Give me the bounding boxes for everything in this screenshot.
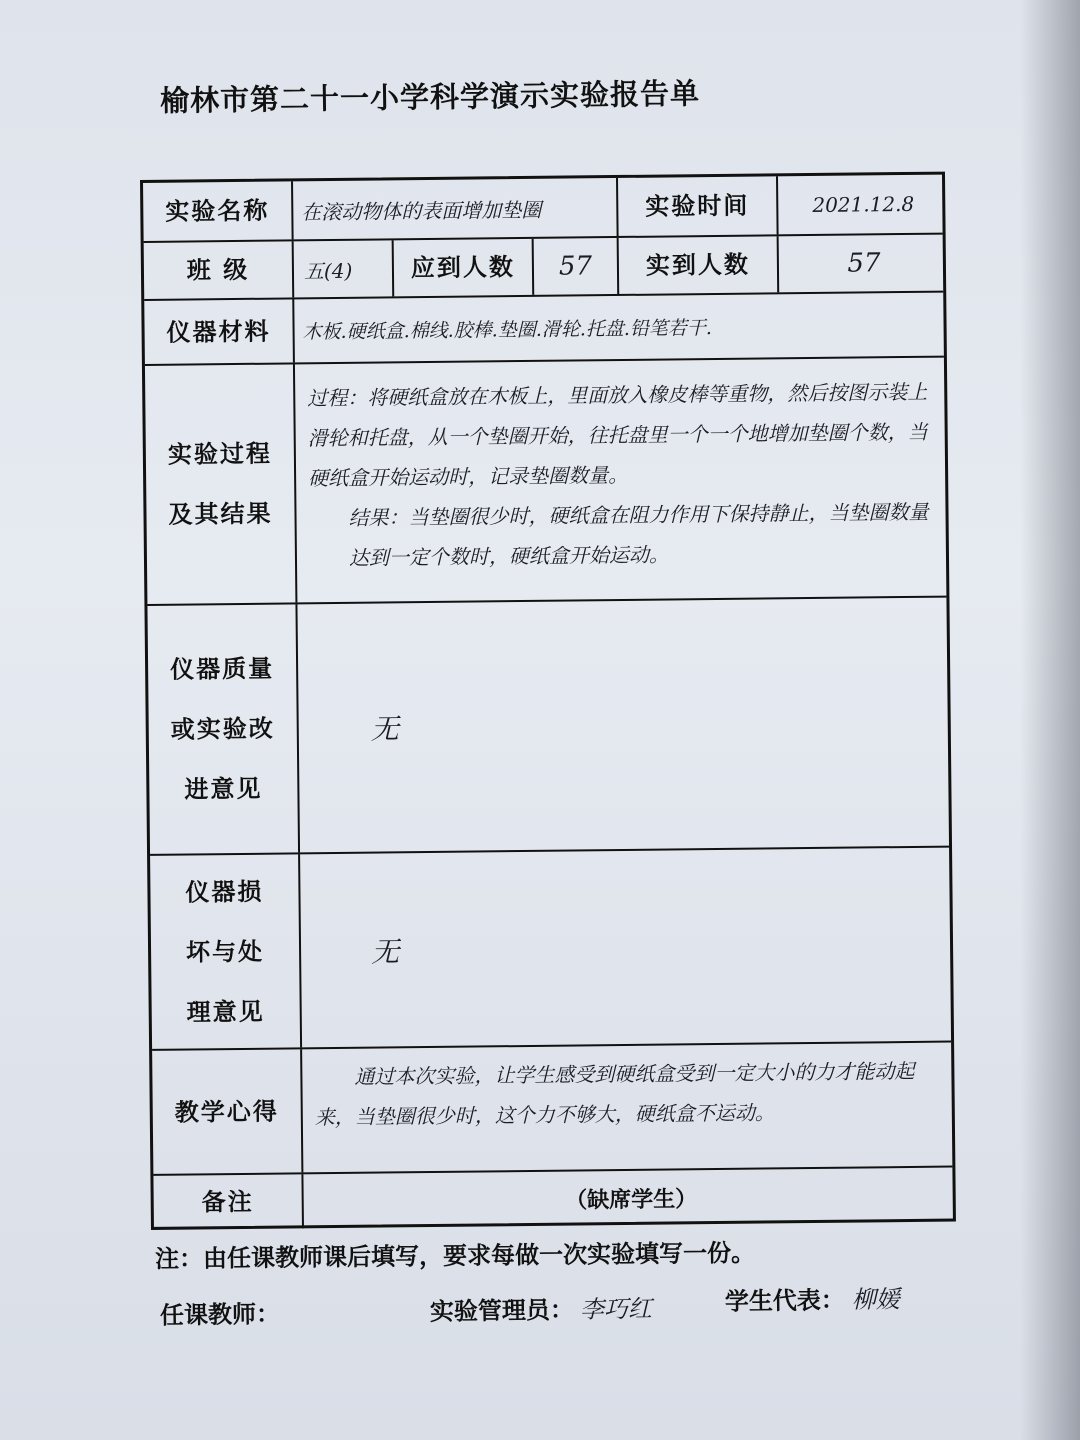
class-value: 五(4) <box>303 258 353 283</box>
row-materials <box>144 293 944 366</box>
teaching-value: 通过本次实验，让学生感受到硬纸盒受到一定大小的力才能动起来，当垫圈很少时，这个力不够大，硬纸盒不运动。 <box>314 1058 915 1130</box>
page-shadow <box>1020 0 1080 1440</box>
experiment-time-value: 2021.12.8 <box>812 191 915 217</box>
teaching-label: 教学心得 <box>174 1097 279 1127</box>
quality-label-line2: 或实验改 <box>170 714 275 744</box>
process-text: 过程：将硬纸盒放在木板上，里面放入橡皮棒等重物，然后按图示装上滑轮和托盘，从一个垫圈开始，往托盘里一个一个地增加垫圈个数，当硬纸盒开始运动时，记录垫圈数量。 <box>307 379 928 491</box>
page-title: 榆林市第二十一小学科学演示实验报告单 <box>159 76 701 118</box>
row-process <box>145 358 946 606</box>
actual-count-value: 57 <box>847 248 881 279</box>
experiment-time-label: 实验时间 <box>645 191 750 221</box>
expected-count-label: 应到人数 <box>410 253 516 283</box>
row-damage <box>150 848 951 1051</box>
quality-label-line1: 仪器质量 <box>169 654 275 684</box>
process-label-line2: 及其结果 <box>168 499 273 529</box>
experiment-name-label: 实验名称 <box>165 196 270 226</box>
row-experiment-name <box>143 175 943 243</box>
materials-value: 木板.硬纸盒.棉线.胶棒.垫圈.滑轮.托盘.铅笔若干. <box>302 317 713 344</box>
signature-footer <box>160 1284 961 1345</box>
actual-count-label: 实到人数 <box>645 250 751 280</box>
remarks-value: （缺席学生） <box>565 1186 698 1214</box>
teacher-label: 任课教师： <box>159 1299 281 1330</box>
row-remarks <box>153 1168 953 1230</box>
report-table <box>140 172 956 1230</box>
damage-value: 无 <box>370 934 400 969</box>
row-teaching <box>152 1043 952 1176</box>
instruction-note: 注：由任课教师课后填写，要求每做一次实验填写一份。 <box>154 1238 756 1274</box>
process-label-line1: 实验过程 <box>167 439 273 469</box>
row-class <box>144 235 944 301</box>
damage-label-line1: 仪器损 <box>185 877 264 907</box>
admin-label: 实验管理员： <box>429 1295 575 1326</box>
class-label: 班 级 <box>186 255 250 285</box>
quality-value: 无 <box>370 712 399 746</box>
quality-label-line3: 进意见 <box>184 774 263 804</box>
damage-label-line3: 理意见 <box>186 997 265 1027</box>
remarks-label: 备注 <box>201 1187 254 1217</box>
materials-label: 仪器材料 <box>166 317 271 347</box>
admin-signature: 李巧红 <box>579 1294 653 1324</box>
row-quality <box>147 598 949 856</box>
experiment-name-value: 在滚动物体的表面增加垫圈 <box>301 197 542 224</box>
student-signature: 柳媛 <box>851 1285 901 1314</box>
student-label: 学生代表： <box>724 1286 846 1316</box>
process-result: 结果：当垫圈很少时，硬纸盒在阻力作用下保持静止，当垫圈数量达到一定个数时，硬纸盒开始运动。 <box>348 499 929 570</box>
damage-label-line2: 坏与处 <box>185 937 265 967</box>
expected-count-value: 57 <box>558 251 593 282</box>
